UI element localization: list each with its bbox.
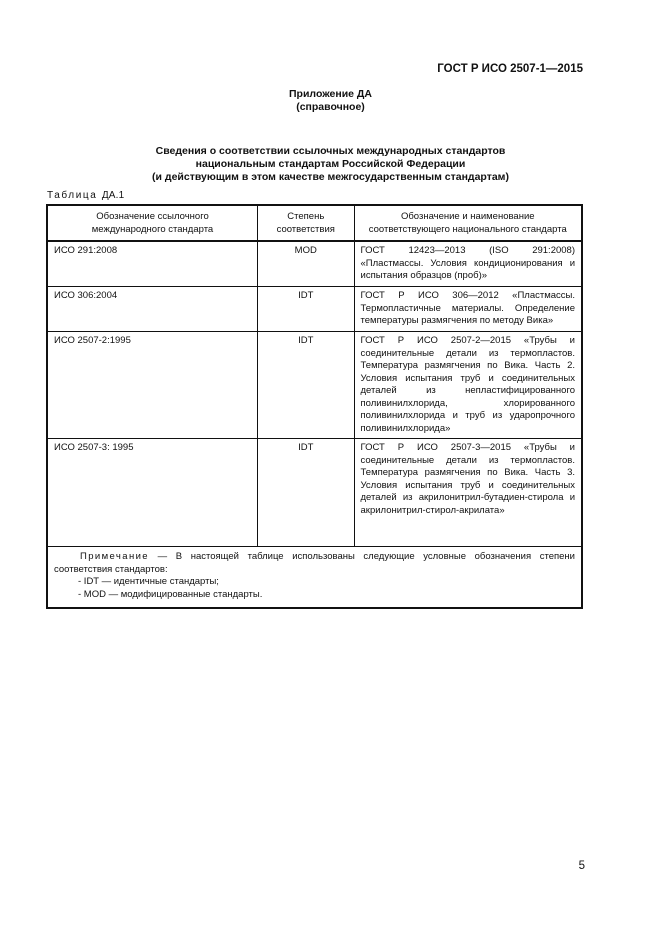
note-text: — В настоящей таблице использованы следующие условные обозначения степени соответствия стандартов:	[54, 551, 575, 575]
table-caption	[47, 190, 124, 201]
note-item: - MOD — модифицированные стандарты.	[78, 588, 263, 600]
table-row	[47, 332, 582, 439]
cell-international: ИСО 2507-3: 1995	[47, 439, 258, 547]
note-lead	[54, 551, 575, 576]
appendix-subtitle: (справочное)	[296, 101, 365, 113]
header-national-standard: Обозначение и наименование соответствующего национального стандарта	[354, 205, 582, 241]
table-caption-prefix: Таблица	[47, 190, 98, 201]
note-label: Примечание	[80, 551, 149, 562]
appendix-title: Приложение ДА	[289, 88, 372, 100]
table-header-row	[47, 205, 582, 241]
cell-national: ГОСТ 12423—2013 (ISO 291:2008) «Пластмассы. Условия кондиционирования и испытания образцов (проб)»	[354, 241, 582, 287]
cell-degree: IDT	[258, 287, 355, 332]
cell-national: ГОСТ Р ИСО 2507-3—2015 «Трубы и соединительные детали из термопластов. Температура размягчения по Вика. Часть 3. Условия испытания труб и соединительных деталей из акрилонитрил-бутадиен-стирола и акрилонитрил-стирол-акрилата»	[354, 439, 582, 547]
cell-degree: MOD	[258, 241, 355, 287]
table-note-row	[47, 547, 582, 609]
table-row	[47, 287, 582, 332]
table-caption-number: ДА.1	[101, 190, 125, 201]
cell-degree: IDT	[258, 332, 355, 439]
note-item: - IDT — идентичные стандарты;	[78, 576, 219, 587]
cell-international: ИСО 291:2008	[47, 241, 258, 287]
table-note	[47, 547, 582, 609]
section-title	[40, 145, 621, 184]
page-number: 5	[578, 860, 585, 872]
section-title-line: Сведения о соответствии ссылочных международных стандартов	[155, 145, 506, 157]
section-title-line: национальным стандартам Российской Федерации	[195, 158, 466, 170]
correspondence-table	[46, 204, 583, 609]
cell-national: ГОСТ Р ИСО 306—2012 «Пластмассы. Термопластичные материалы. Определение температуры размягчения по методу Вика»	[354, 287, 582, 332]
header-international-standard: Обозначение ссылочного международного стандарта	[47, 205, 258, 241]
cell-degree: IDT	[258, 439, 355, 547]
section-title-line: (и действующим в этом качестве межгосударственным стандартам)	[152, 171, 509, 183]
table-row	[47, 241, 582, 287]
cell-national: ГОСТ Р ИСО 2507-2—2015 «Трубы и соединительные детали из термопластов. Температура размягчения по Вика. Часть 2. Условия испытания труб и соединительных деталей из непластифицированного поливинилхлорида, хлорированного поливинилхлорида и труб из ударопрочного поливинилхлорида»	[354, 332, 582, 439]
cell-international: ИСО 306:2004	[47, 287, 258, 332]
header-degree: Степень соответствия	[258, 205, 355, 241]
cell-international: ИСО 2507-2:1995	[47, 332, 258, 439]
table-row	[47, 439, 582, 547]
standard-code: ГОСТ Р ИСО 2507-1—2015	[437, 63, 583, 75]
